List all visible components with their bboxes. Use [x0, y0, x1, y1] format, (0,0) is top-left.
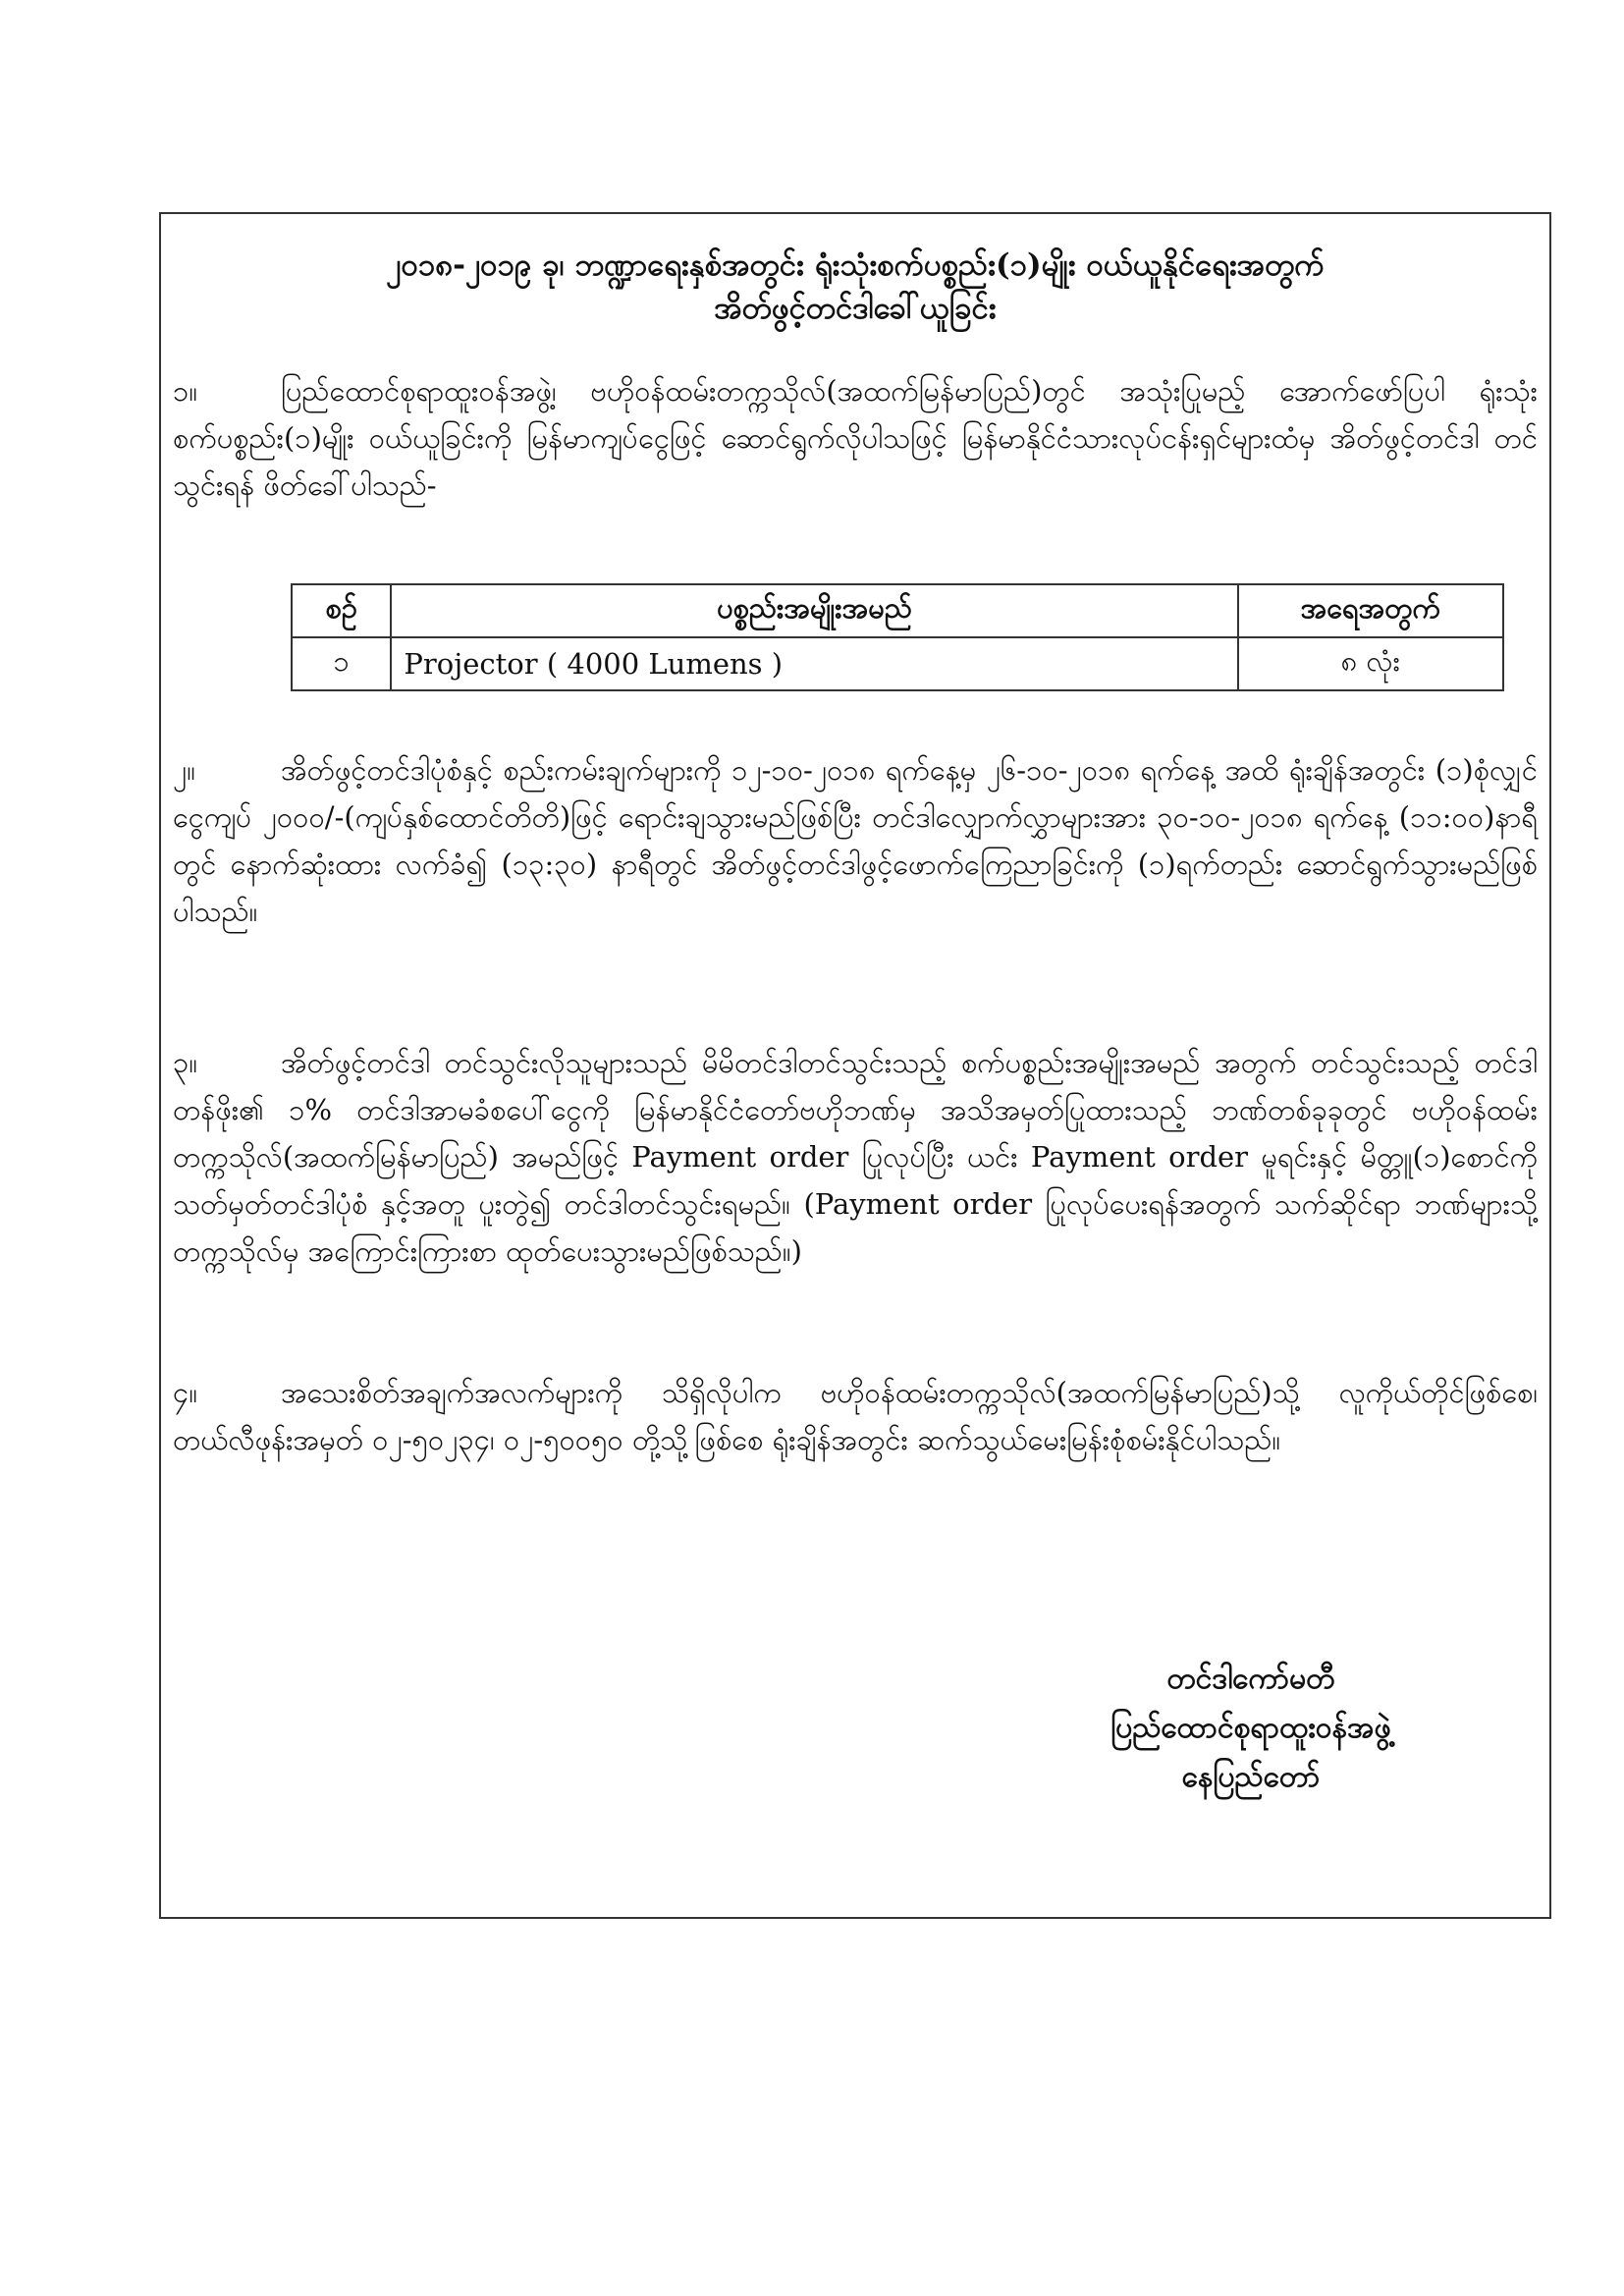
paragraph-text: အသေးစိတ်အချက်အလက်များကို သိရှိလိုပါက ဗဟိုဝန်ထမ်းတက္ကသိုလ်(အထက်မြန်မာပြည်)သို့ လူကိုယ်တိုင်ဖြစ်စေ၊ တယ်လီဖုန်းအမှတ် ၀၂-၅၀၂၃၄၊ ၀၂-၅၀၀၅၀ တို့သို့ဖြစ်စေ ရုံးချိန်အတွင်း ဆက်သွယ်မေးမြန်းစုံစမ်းနိုင်ပါသည်။	[173, 1376, 1538, 1456]
paragraph-number: ၁။	[173, 374, 198, 408]
header-serial: စဉ်	[292, 584, 391, 637]
signature-location: နေပြည်တော်	[1181, 1760, 1321, 1794]
signature-committee: တင်ဒါကော်မတီ	[1166, 1662, 1335, 1696]
table-row	[292, 637, 1503, 690]
signature-organization: ပြည်ထောင်စုရာထူးဝန်အဖွဲ့	[1110, 1711, 1391, 1745]
cell-item-name: Projector ( 4000 Lumens )	[391, 637, 1237, 690]
cell-serial: ၁	[292, 637, 391, 690]
paragraph-2	[173, 746, 1538, 935]
paragraph-4	[173, 1369, 1538, 1463]
paragraph-number: ၂။	[173, 753, 196, 787]
header-quantity: အရေအတွက်	[1238, 584, 1503, 637]
notice-frame	[159, 212, 1551, 1919]
paragraph-number: ၄။	[173, 1376, 198, 1409]
notice-title-line2: အိတ်ဖွင့်တင်ဒါခေါ်ယူခြင်း	[714, 291, 997, 326]
items-table	[291, 583, 1504, 691]
table-header-row	[292, 584, 1503, 637]
header-item-name: ပစ္စည်းအမျိုးအမည်	[391, 584, 1237, 637]
paragraph-text: အိတ်ဖွင့်တင်ဒါပုံစံနှင့် စည်းကမ်းချက်များကို ၁၂-၁၀-၂၀၁၈ ရက်နေ့မှ ၂၆-၁၀-၂၀၁၈ ရက်နေ့ အထိ ရုံးချိန်အတွင်း (၁)စုံလျှင် ငွေကျပ် ၂၀၀၀/-(ကျပ်နှစ်ထောင်တိတိ)ဖြင့် ရောင်းချသွားမည်ဖြစ်ပြီး တင်ဒါလျှောက်လွှာများအား ၃၀-၁၀-၂၀၁၈ ရက်နေ့ (၁၁:၀၀)နာရီတွင် နောက်ဆုံးထား လက်ခံ၍ (၁၃:၃၀) နာရီတွင် အိတ်ဖွင့်တင်ဒါဖွင့်ဖောက်ကြေညာခြင်းကို (၁)ရက်တည်း ဆောင်ရွက်သွားမည်ဖြစ် ပါသည်။	[173, 753, 1538, 928]
paragraph-3	[173, 1039, 1538, 1275]
cell-quantity: ၈ လုံး	[1238, 637, 1503, 690]
paragraph-1	[173, 367, 1538, 509]
paragraph-text: ပြည်ထောင်စုရာထူးဝန်အဖွဲ့၊ ဗဟိုဝန်ထမ်းတက္ကသိုလ်(အထက်မြန်မာပြည်)တွင် အသုံးပြုမည့် အောက်ဖော်ပြပါ ရုံးသုံးစက်ပစ္စည်း(၁)မျိုး ဝယ်ယူခြင်းကို မြန်မာကျပ်ငွေဖြင့် ဆောင်ရွက်လိုပါသဖြင့် မြန်မာနိုင်ငံသားလုပ်ငန်းရှင်များထံမှ အိတ်ဖွင့်တင်ဒါ တင်သွင်းရန် ဖိတ်ခေါ်ပါသည်-	[173, 374, 1538, 502]
paragraph-text: အိတ်ဖွင့်တင်ဒါ တင်သွင်းလိုသူများသည် မိမိတင်ဒါတင်သွင်းသည့် စက်ပစ္စည်းအမျိုးအမည် အတွက် တင်သွင်းသည့် တင်ဒါတန်ဖိုး၏ ၁% တင်ဒါအာမခံစပေါ်ငွေကို မြန်မာနိုင်ငံတော်ဗဟိုဘဏ်မှ အသိအမှတ်ပြုထားသည့် ဘဏ်တစ်ခုခုတွင် ဗဟိုဝန်ထမ်းတက္ကသိုလ်(အထက်မြန်မာပြည်) အမည်ဖြင့် Payment order ပြုလုပ်ပြီး ယင်း Payment order မူရင်းနှင့် မိတ္တူ(၁)စောင်ကို သတ်မှတ်တင်ဒါပုံစံ နှင့်အတူ ပူးတွဲ၍ တင်ဒါတင်သွင်းရမည်။ (Payment order ပြုလုပ်ပေးရန်အတွက် သက်ဆိုင်ရာ ဘဏ်များသို့ တက္ကသိုလ်မှ အကြောင်းကြားစာ ထုတ်ပေးသွားမည်ဖြစ်သည်။)	[173, 1046, 1538, 1268]
paragraph-number: ၃။	[173, 1046, 198, 1079]
notice-title-line1: ၂၀၁၈-၂၀၁၉ ခု၊ ဘဏ္ဍာရေးနှစ်အတွင်း ရုံးသုံးစက်ပစ္စည်း(၁)မျိုး ဝယ်ယူနိုင်ရေးအတွက်	[386, 247, 1325, 283]
